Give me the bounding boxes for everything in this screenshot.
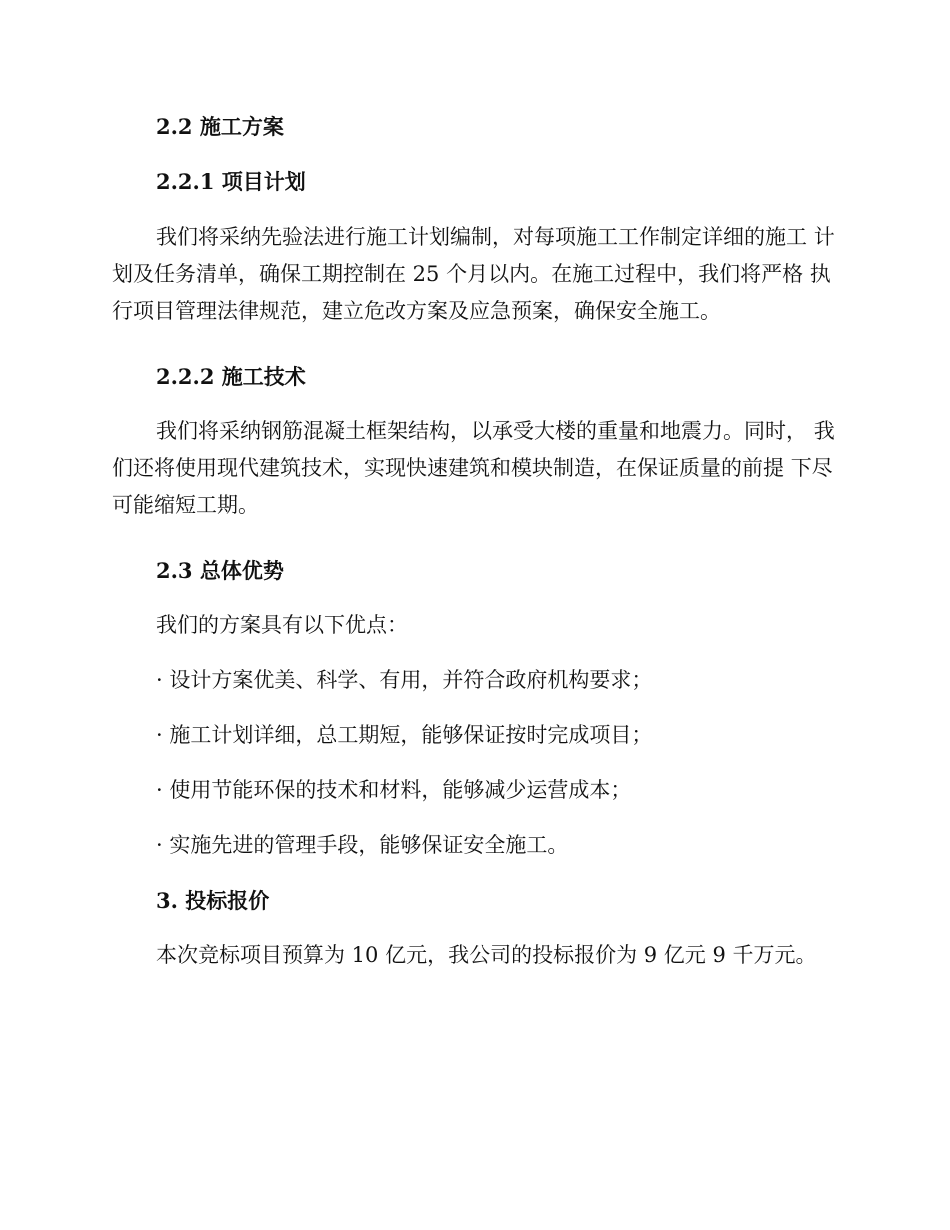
section-heading-2-3: 2.3 总体优势 — [156, 558, 284, 583]
paragraph-bid-price: 本次竞标项目预算为 10 亿元，我公司的投标报价为 9 亿元 9 千万元。 — [156, 943, 817, 967]
paragraph-line: 下尽可能缩短工期。 — [112, 456, 833, 517]
bullet-item: · 实施先进的管理手段，能够保证安全施工。 — [156, 833, 569, 857]
section-heading-2-2: 2.2 施工方案 — [156, 114, 284, 139]
section-heading-2-2-1: 2.2.1 项目计划 — [156, 169, 306, 194]
section-heading-2-2-2: 2.2.2 施工技术 — [156, 364, 306, 389]
paragraph-construction-tech — [112, 413, 842, 524]
paragraph-line: 我们将采纳先验法进行施工计划编制，对每项施工工作制定详细的施工 — [156, 225, 807, 249]
bullet-item: · 使用节能环保的技术和材料，能够减少运营成本； — [156, 778, 632, 802]
bullet-item: · 施工计划详细，总工期短，能够保证按时完成项目； — [156, 723, 653, 747]
paragraph-line: 执行项目管理法律规范，建立危改方案及应急预案，确保安全施工。 — [112, 262, 831, 323]
bullet-item: · 设计方案优美、科学、有用，并符合政府机构要求； — [156, 668, 653, 692]
paragraph-line: 计划及任务清单，确保工期控制在 25 个月以内。在施工过程中，我们将严格 — [112, 225, 835, 286]
paragraph-project-plan — [112, 219, 842, 330]
paragraph-line: 我们还将使用现代建筑技术，实现快速建筑和模块制造，在保证质量的前提 — [112, 419, 835, 480]
section-heading-3: 3. 投标报价 — [156, 888, 270, 913]
paragraph-advantages-intro: 我们的方案具有以下优点： — [156, 613, 408, 637]
paragraph-line: 我们将采纳钢筋混凝土框架结构，以承受大楼的重量和地震力。同时， — [156, 419, 807, 443]
